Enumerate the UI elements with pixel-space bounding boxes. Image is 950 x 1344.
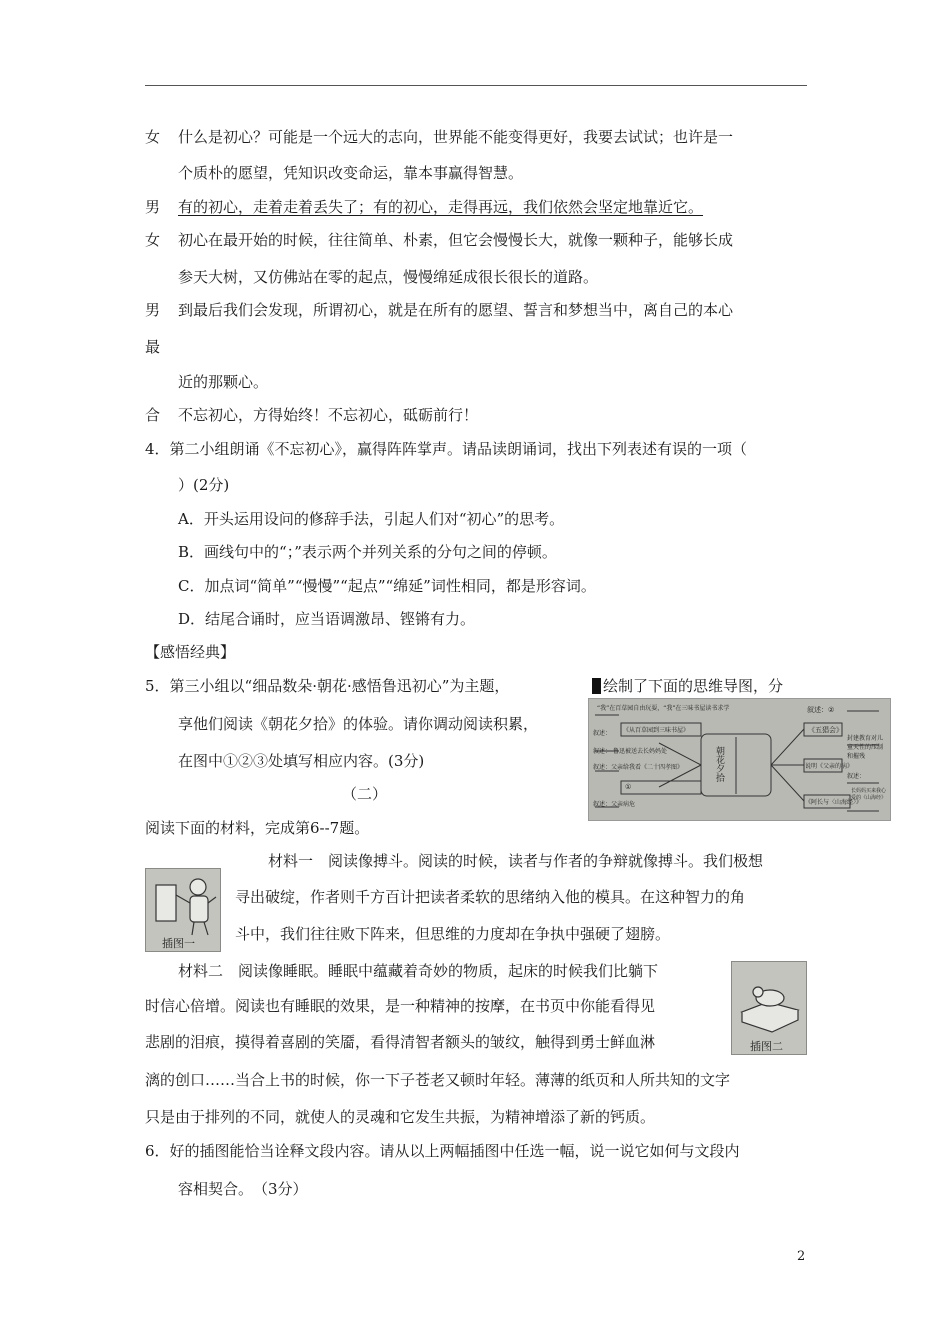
node-box: [621, 781, 701, 794]
speaker: 女: [145, 128, 161, 146]
question-5-line1: 5．第三小组以“细品数朵·朝花·感悟鲁迅初心”为主题，: [145, 677, 510, 695]
material-2-line: 时信心倍增。阅读也有睡眠的效果，是一种精神的按摩，在书页中你能看得见: [145, 997, 656, 1015]
mind-map-node: 叙述：②: [807, 706, 835, 714]
mind-map-node: 叙述：父亲病危: [593, 801, 636, 808]
dialogue-line: 个质朴的愿望，凭知识改变命运，靠本事赢得智慧。: [178, 164, 524, 182]
speaker: 男: [145, 301, 161, 319]
material-2-line: 悲剧的泪痕，摸得着喜剧的笑靥，看得清智者额头的皱纹，触得到勇士鲜血淋: [145, 1033, 656, 1051]
material-2-line: 只是由于排列的不同，就使人的灵魂和它发生共振，为精神增添了新的钙质。: [145, 1108, 656, 1126]
dialogue-line: 不忘初心，方得始终！不忘初心，砥砺前行！: [178, 406, 479, 424]
mind-map-center: 朝花夕拾: [714, 746, 724, 782]
material-1-line: 寻出破绽，作者则千方百计把读者柔软的思绪纳入他的模具。在这种智力的角: [235, 888, 746, 906]
dialogue-line: 到最后我们会发现，所谓初心，就是在所有的愿望、誓言和梦想当中，离自己的本心: [178, 301, 734, 319]
dialogue-line: 初心在最开始的时候，往往简单、朴素，但它会慢慢长大，就像一颗种子，能够长成: [178, 231, 734, 249]
illustration-2: [731, 961, 807, 1055]
book-figure-icon: [156, 885, 176, 921]
mind-map-node: 说明《父亲的病》: [805, 763, 854, 770]
mind-map-node: 叙述：: [593, 748, 612, 755]
section-heading: 【感悟经典】: [145, 643, 236, 661]
mind-map-node: 《五猖会》: [808, 726, 843, 734]
mind-map-figure: [588, 698, 891, 821]
dialogue-line: 参天大树，又仿佛站在零的起点，慢慢绵延成很长很长的道路。: [178, 268, 599, 286]
illustration-1: [145, 868, 221, 952]
material-1-line: 斗中，我们往往败下阵来，但思维的力度却在争执中强硬了翅膀。: [235, 925, 671, 943]
dialogue-line: 什么是初心？可能是一个远大的志向，世界能不能变得更好，我要去试试；也许是一: [178, 128, 734, 146]
question-4-stem-cont: ）(2分): [178, 476, 230, 494]
mind-map-node: 叙述：父亲给我看《二十四孝图》: [593, 764, 684, 771]
mind-map-node: 封建教育对儿童天性的压制和摧残: [847, 735, 884, 760]
illustration-1-caption: 插图一: [162, 937, 195, 950]
underlined-sentence: 有的初心，走着走着丢失了；有的初心，走得再远，我们依然会坚定地靠近它。: [178, 198, 704, 216]
option-c: C．加点词“简单”“慢慢”“起点”“绵延”词性相同，都是形容词。: [178, 577, 596, 595]
question-5-line2: 享他们阅读《朝花夕拾》的体验。请你调动阅读积累，: [178, 715, 539, 733]
mind-map-node: 长妈妈买来我心爱的《山海经》: [851, 788, 887, 801]
speaker: 男: [145, 198, 161, 216]
option-a: A．开头运用设问的修辞手法，引起人们对“初心”的思考。: [178, 510, 565, 528]
section-number: （二）: [342, 785, 388, 803]
mind-map-node: 叙述：: [593, 730, 612, 737]
mind-map-node: 叙述：: [847, 773, 866, 780]
question-6-line1: 6．好的插图能恰当诠释文段内容。请从以上两幅插图中任选一幅，说一说它如何与文段内: [145, 1142, 740, 1160]
mind-map-node: ①: [625, 783, 632, 791]
dialogue-line: 最: [145, 338, 161, 356]
header-rule: [145, 85, 807, 86]
dialogue-line: 近的那颗心。: [178, 373, 269, 391]
mind-map-node: 《从百草园到三味书屋》: [623, 727, 690, 734]
question-4-stem: 4．第二小组朗诵《不忘初心》，赢得阵阵掌声。请品读朗诵词，找出下列表述有误的一项（: [145, 440, 748, 458]
material-1-line: 材料一 阅读像搏斗。阅读的时候，读者与作者的争辩就像搏斗。我们极想: [268, 852, 764, 870]
reading-intro: 阅读下面的材料，完成第6--7题。: [145, 819, 370, 837]
question-5-line1-tail: 绘制了下面的思维导图，分: [603, 677, 784, 695]
option-d: D．结尾合诵时，应当语调激昂、铿锵有力。: [178, 610, 476, 628]
material-2-line: 漓的创口……当合上书的时候，你一下子苍老又顿时年轻。薄薄的纸页和人所共知的文字: [145, 1071, 731, 1089]
page-number: 2: [797, 1249, 806, 1264]
speaker: 合: [145, 406, 161, 424]
mind-map-node: “我”在百草园自由玩耍，“我”在三味书屋读书求学: [597, 705, 730, 712]
mind-map-node: 《阿长与〈山海经〉》: [805, 799, 863, 806]
person-body-icon: [190, 896, 208, 922]
illustration-2-caption: 插图二: [750, 1040, 783, 1053]
material-2-line: 材料二 阅读像睡眠。睡眠中蕴藏着奇妙的物质，起床的时候我们比躺下: [178, 962, 659, 980]
option-b: B．画线句中的“；”表示两个并列关系的分句之间的停顿。: [178, 543, 557, 561]
mind-map-node: 鲁迅被送去长妈妈处: [613, 748, 668, 755]
question-5-line3: 在图中①②③处填写相应内容。(3分): [178, 752, 425, 770]
question-6-line2: 容相契合。 （3分）: [178, 1180, 308, 1198]
cursor-mark: [592, 678, 601, 694]
speaker: 女: [145, 231, 161, 249]
person-head-icon: [190, 879, 206, 895]
